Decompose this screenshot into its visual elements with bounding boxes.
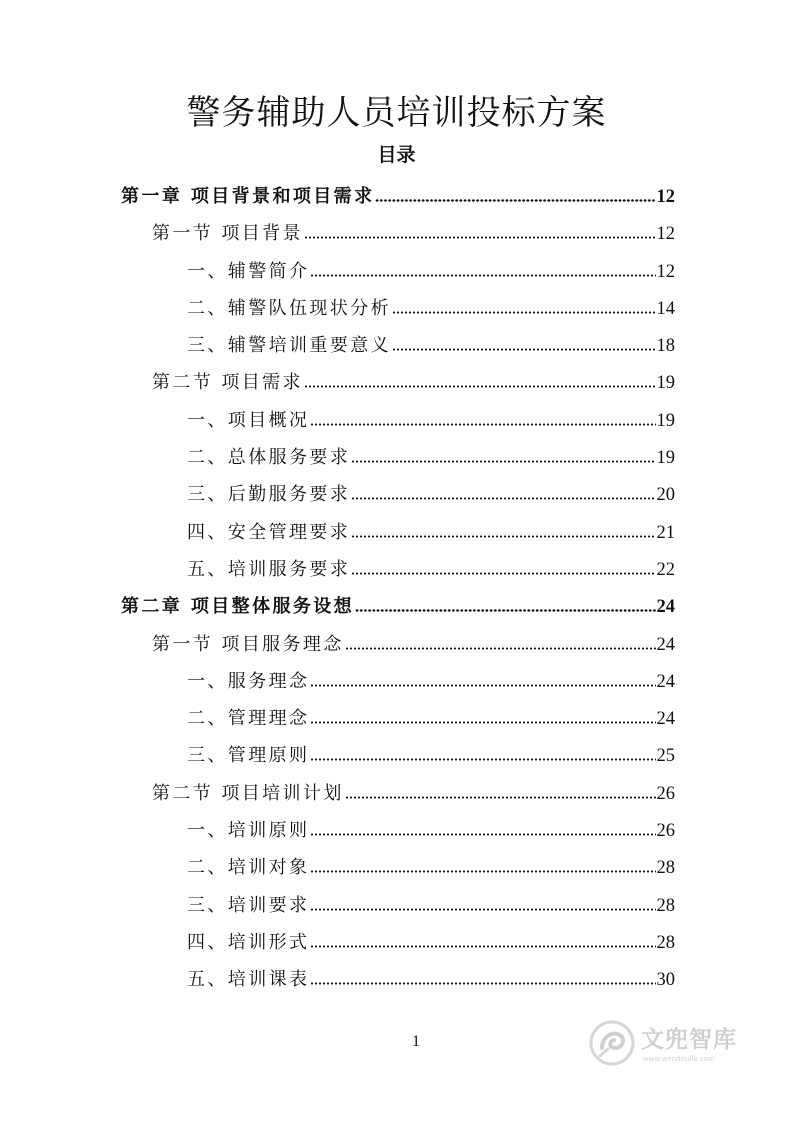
toc-entry-page: 18 xyxy=(656,336,675,357)
toc-entry-label: 四、培训形式 xyxy=(187,931,310,953)
watermark-logo-icon xyxy=(588,1018,636,1068)
toc-heading: 目录 xyxy=(377,144,416,166)
toc-entry-page: 19 xyxy=(656,448,675,469)
toc-dot-leader xyxy=(310,945,655,948)
page-number: 1 xyxy=(412,1033,420,1050)
toc-item-entry xyxy=(121,551,675,588)
toc-entry-page: 30 xyxy=(656,970,675,991)
toc-item-entry xyxy=(121,737,675,774)
toc-dot-leader xyxy=(310,721,655,724)
toc-dot-leader xyxy=(392,348,656,351)
toc-chapter-entry xyxy=(121,588,675,625)
toc-entry-page: 12 xyxy=(656,224,675,245)
toc-entry-page: 19 xyxy=(656,410,675,431)
toc-dot-leader xyxy=(310,274,655,277)
toc-entry-label: 一、辅警简介 xyxy=(187,260,310,282)
toc-dot-leader xyxy=(351,572,655,575)
toc-item-entry xyxy=(121,887,675,924)
toc-entry-page: 24 xyxy=(656,671,675,692)
toc-dot-leader xyxy=(345,796,656,799)
toc-entry-label: 一、培训原则 xyxy=(187,820,310,842)
toc-entry-label: 第二节 项目培训计划 xyxy=(152,782,344,804)
toc-item-entry xyxy=(121,402,675,439)
toc-dot-leader xyxy=(345,647,656,650)
toc-chapter-entry xyxy=(121,178,675,215)
toc-dot-leader xyxy=(310,908,655,911)
toc-item-entry xyxy=(121,700,675,737)
toc-dot-leader xyxy=(304,385,656,388)
toc-entry-label: 第一节 项目背景 xyxy=(152,223,303,245)
toc-entry-page: 24 xyxy=(656,634,675,655)
toc-entry-page: 22 xyxy=(656,559,675,580)
toc-dot-leader xyxy=(310,870,655,873)
toc-entry-label: 二、总体服务要求 xyxy=(187,447,351,469)
toc-entry-page: 26 xyxy=(656,821,675,842)
toc-item-entry xyxy=(121,961,675,998)
watermark-brand: 文兜智库 xyxy=(641,1027,737,1053)
toc-entry-page: 12 xyxy=(656,261,675,282)
toc-entry-label: 第一章 项目背景和项目需求 xyxy=(121,186,375,207)
toc-entry-label: 二、管理理念 xyxy=(187,708,310,730)
toc-entry-page: 28 xyxy=(656,895,675,916)
toc-item-entry xyxy=(121,663,675,700)
toc-section-entry xyxy=(121,364,675,401)
toc-entry-label: 二、辅警队伍现状分析 xyxy=(187,297,391,319)
watermark-url: www.wendoulib.com xyxy=(643,1055,715,1063)
toc-dot-leader xyxy=(351,460,655,463)
toc-entry-page: 20 xyxy=(656,485,675,506)
toc-entry-page: 24 xyxy=(656,597,675,618)
toc-dot-leader xyxy=(355,609,655,613)
toc-dot-leader xyxy=(310,423,655,426)
table-of-contents xyxy=(121,178,675,999)
toc-item-entry xyxy=(121,476,675,513)
toc-entry-label: 第一节 项目服务理念 xyxy=(152,633,344,655)
toc-dot-leader xyxy=(375,199,655,203)
toc-dot-leader xyxy=(351,497,655,500)
toc-entry-label: 三、后勤服务要求 xyxy=(187,484,351,506)
toc-item-entry xyxy=(121,290,675,327)
toc-dot-leader xyxy=(392,311,656,314)
document-title: 警务辅助人员培训投标方案 xyxy=(186,93,607,133)
toc-entry-page: 25 xyxy=(656,746,675,767)
toc-item-entry xyxy=(121,327,675,364)
toc-entry-page: 28 xyxy=(656,858,675,879)
toc-section-entry xyxy=(121,775,675,812)
toc-entry-page: 28 xyxy=(656,932,675,953)
toc-entry-label: 二、培训对象 xyxy=(187,857,310,879)
toc-item-entry xyxy=(121,812,675,849)
toc-dot-leader xyxy=(351,535,655,538)
toc-section-entry xyxy=(121,215,675,252)
toc-entry-label: 第二章 项目整体服务设想 xyxy=(121,596,355,618)
toc-dot-leader xyxy=(310,758,655,761)
toc-entry-label: 三、管理原则 xyxy=(187,745,310,767)
toc-entry-label: 四、安全管理要求 xyxy=(187,521,351,543)
toc-dot-leader xyxy=(304,236,656,239)
toc-entry-label: 三、辅警培训重要意义 xyxy=(187,335,391,357)
toc-entry-page: 26 xyxy=(656,783,675,804)
toc-entry-page: 19 xyxy=(656,373,675,394)
toc-item-entry xyxy=(121,849,675,886)
toc-entry-page: 24 xyxy=(656,709,675,730)
toc-entry-label: 三、培训要求 xyxy=(187,894,310,916)
toc-item-entry xyxy=(121,439,675,476)
toc-entry-label: 一、项目概况 xyxy=(187,409,310,431)
toc-item-entry xyxy=(121,514,675,551)
toc-entry-page: 14 xyxy=(656,298,675,319)
toc-entry-label: 第二节 项目需求 xyxy=(152,372,303,394)
toc-entry-page: 21 xyxy=(656,522,675,543)
toc-entry-page: 12 xyxy=(656,187,675,207)
toc-dot-leader xyxy=(310,684,655,687)
toc-item-entry xyxy=(121,253,675,290)
toc-dot-leader xyxy=(310,982,655,985)
toc-entry-label: 一、服务理念 xyxy=(187,670,310,692)
toc-entry-label: 五、培训课表 xyxy=(187,969,310,991)
toc-item-entry xyxy=(121,924,675,961)
toc-entry-label: 五、培训服务要求 xyxy=(187,558,351,580)
toc-dot-leader xyxy=(310,833,655,836)
toc-section-entry xyxy=(121,626,675,663)
